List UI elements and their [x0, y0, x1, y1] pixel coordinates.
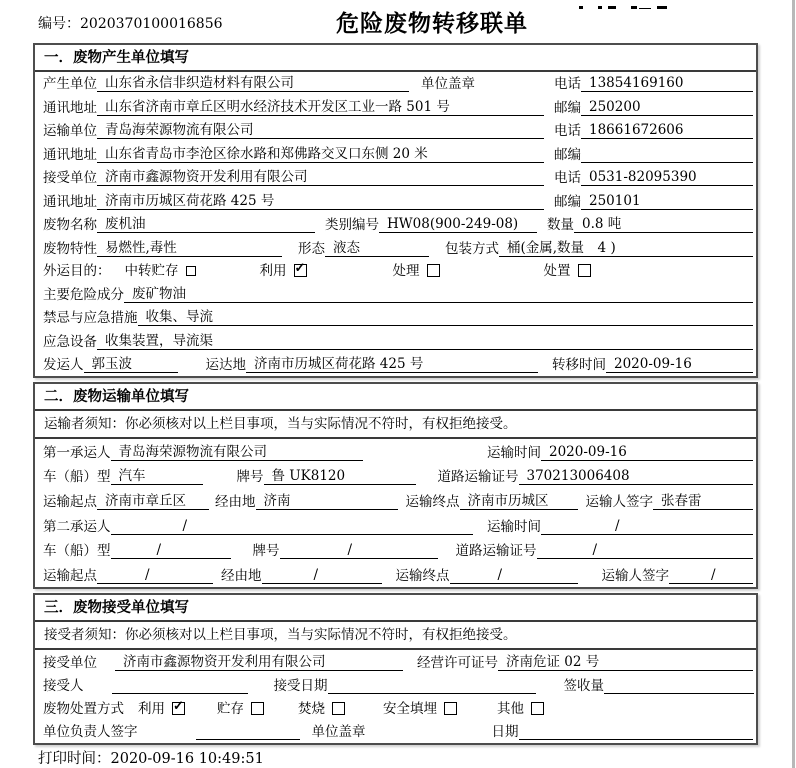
disposal-use-label: 利用 [138, 701, 165, 717]
row-producer-unit [35, 72, 756, 95]
disposal-incineration-label: 焚烧 [298, 701, 325, 717]
second-carrier-label: 第二承运人 [43, 518, 111, 535]
purpose-use-checkbox [294, 264, 307, 277]
unit-seal-label: 单位盖章 [421, 76, 475, 93]
responsible-sign-value [196, 724, 300, 740]
section-transporter-title: 二．废物运输单位填写 [35, 384, 756, 411]
print-time-label: 打印时间： [38, 751, 111, 767]
transfer-time-value: 2020-09-16 [606, 356, 753, 373]
serial-value: 2020370100016856 [80, 16, 223, 32]
destination-value: 济南市历城区荷花路 425 号 [246, 356, 538, 373]
purpose-disposal-checkbox [578, 264, 591, 277]
receiver-phone-label: 电话 [554, 170, 581, 187]
serial-label: 编号： [38, 16, 80, 32]
row-waste-name [35, 213, 756, 236]
waste-name-label: 废物名称 [43, 217, 97, 234]
transfer-time-label: 转移时间 [552, 357, 606, 374]
second-road-permit-label: 道路运输证号 [455, 543, 537, 560]
producer-unit-value: 山东省永信非织造材料有限公司 [97, 75, 409, 92]
waste-property-value: 易燃性,毒性 [97, 240, 282, 257]
row-transfer-purpose [35, 260, 756, 282]
second-transport-time-value: / [541, 518, 753, 535]
emergency-measures-value: 收集、导流 [138, 309, 754, 326]
row-accepting-person [35, 674, 756, 697]
transporter-zip-value [581, 147, 753, 163]
row-emergency-equipment [35, 329, 756, 352]
disposal-other-label: 其他 [497, 701, 524, 717]
row-hazard-component [35, 282, 756, 305]
producer-zip-label: 邮编 [554, 99, 581, 116]
second-carrier-sign-label: 运输人签字 [601, 568, 669, 585]
page-title: 危险废物转移联单 [336, 10, 528, 37]
form-state-label: 形态 [298, 240, 325, 257]
second-plate-value: / [280, 542, 438, 559]
producer-zip-value: 250200 [581, 99, 753, 116]
second-carrier-sign-value: / [669, 567, 753, 584]
seal-date-label: 日期 [491, 724, 519, 740]
waste-property-label: 废物特性 [43, 240, 97, 257]
first-origin-value: 济南市章丘区 [97, 493, 209, 510]
row-second-carrier [35, 513, 756, 538]
first-carrier-value: 青岛海荣源物流有限公司 [111, 444, 363, 461]
disposal-storage-label: 贮存 [217, 701, 244, 717]
section-transporter [33, 382, 758, 589]
row-disposal-method [35, 697, 756, 720]
second-carrier-value: / [111, 518, 474, 535]
row-emergency-measures [35, 306, 756, 329]
receiver-unit-label: 接受单位 [43, 170, 97, 187]
section-producer [33, 43, 758, 378]
disposal-other-checkbox [531, 702, 544, 715]
transporter-address-label: 通讯地址 [43, 146, 97, 163]
signed-quantity-value [604, 678, 754, 694]
hazard-component-value: 废矿物油 [124, 286, 753, 303]
row-transporter-address [35, 142, 756, 165]
signed-quantity-label: 签收量 [563, 678, 604, 694]
purpose-treatment-label: 处理 [392, 263, 420, 280]
second-road-permit-value: / [537, 542, 754, 559]
emergency-equipment-label: 应急设备 [43, 333, 97, 350]
emergency-measures-label: 禁忌与应急措施 [43, 310, 138, 327]
producer-phone-value: 13854169160 [581, 75, 753, 92]
emergency-equipment-value: 收集装置，导流渠 [97, 333, 753, 350]
seal-date-value [519, 724, 754, 740]
section-receiver [33, 593, 758, 745]
print-time-value: 2020-09-16 10:49:51 [110, 751, 264, 767]
row-accepting-unit [35, 650, 756, 674]
producer-address-label: 通讯地址 [43, 99, 97, 116]
consignor-value: 郭玉波 [84, 356, 178, 373]
producer-phone-label: 电话 [554, 76, 581, 93]
packing-value: 桶(金属,数量 4 ) [499, 240, 753, 257]
second-via-label: 经由地 [221, 568, 262, 585]
print-time [38, 747, 264, 768]
transporter-phone-value: 18661672606 [581, 122, 753, 139]
first-vehicle-type-value: 汽车 [111, 468, 203, 485]
second-via-value: / [262, 567, 382, 584]
first-transport-time-label: 运输时间 [487, 444, 541, 461]
first-via-value: 济南 [256, 493, 398, 510]
accepting-person-label: 接受人 [43, 678, 84, 694]
first-carrier-sign-value: 张春雷 [653, 493, 753, 510]
serial-number [38, 13, 223, 33]
disposal-storage-checkbox [251, 702, 264, 715]
second-vehicle-type-value: / [111, 542, 231, 559]
qr-code-fragment-icon [578, 0, 670, 9]
receiver-zip-value: 250101 [581, 193, 753, 210]
license-number-value: 济南危证 02 号 [498, 654, 753, 671]
first-vehicle-type-label: 车（船）型 [43, 469, 111, 486]
receiver-unit-seal-label: 单位盖章 [311, 724, 366, 740]
quantity-label: 数量 [547, 217, 574, 234]
hazard-component-label: 主要危险成分 [43, 286, 124, 303]
first-origin-label: 运输起点 [43, 494, 97, 511]
second-terminus-value: / [450, 567, 578, 584]
row-second-vehicle [35, 538, 756, 563]
section-producer-title: 一．废物产生单位填写 [35, 45, 756, 72]
first-terminus-value: 济南市历城区 [460, 493, 578, 510]
row-transporter-unit [35, 119, 756, 142]
purpose-treatment-checkbox [427, 264, 440, 277]
waste-name-value: 废机油 [97, 216, 315, 233]
row-consignor [35, 353, 756, 376]
purpose-disposal-label: 处置 [543, 263, 571, 280]
section-receiver-title: 三．废物接受单位填写 [35, 595, 756, 622]
transporter-unit-label: 运输单位 [43, 123, 97, 140]
transporter-address-value: 山东省青岛市李沧区徐水路和郑佛路交叉口东侧 20 米 [97, 146, 544, 163]
second-plate-label: 牌号 [252, 543, 280, 560]
accept-date-label: 接受日期 [273, 678, 328, 694]
accepting-unit-value: 济南市鑫源物资开发利用有限公司 [115, 654, 403, 671]
row-first-route [35, 488, 756, 513]
receiver-zip-label: 邮编 [554, 193, 581, 210]
row-second-route [35, 562, 756, 587]
second-origin-value: / [97, 567, 213, 584]
row-first-carrier [35, 439, 756, 464]
first-road-permit-value: 370213006408 [519, 468, 754, 485]
receiver-address-value: 济南市历城区荷花路 425 号 [97, 193, 544, 210]
first-road-permit-label: 道路运输证号 [437, 469, 519, 486]
first-plate-label: 牌号 [236, 469, 264, 486]
disposal-incineration-checkbox [332, 702, 345, 715]
transfer-purpose-label: 外运目的： [43, 263, 111, 280]
purpose-transit-storage-label: 中转贮存 [124, 263, 179, 280]
purpose-transit-storage-checkbox [186, 266, 196, 276]
receiver-notice: 接受者须知：你必须核对以上栏目事项，当与实际情况不符时，有权拒绝接受。 [35, 622, 756, 650]
row-waste-property [35, 236, 756, 259]
destination-label: 运达地 [205, 357, 246, 374]
first-carrier-sign-label: 运输人签字 [585, 494, 653, 511]
row-responsible-signature [35, 720, 756, 743]
first-transport-time-value: 2020-09-16 [541, 444, 753, 461]
producer-unit-label: 产生单位 [43, 76, 97, 93]
accepting-person-value [112, 678, 248, 694]
disposal-use-checkbox [172, 702, 185, 715]
purpose-use-label: 利用 [259, 263, 287, 280]
second-origin-label: 运输起点 [43, 568, 97, 585]
disposal-landfill-label: 安全填埋 [383, 701, 437, 717]
row-receiver-address [35, 189, 756, 212]
packing-label: 包装方式 [445, 240, 499, 257]
receiver-address-label: 通讯地址 [43, 193, 97, 210]
form-state-value: 液态 [325, 240, 429, 257]
second-transport-time-label: 运输时间 [487, 518, 541, 535]
page-right-edge [792, 0, 795, 768]
second-vehicle-type-label: 车（船）型 [43, 543, 111, 560]
row-receiver-unit [35, 166, 756, 189]
responsible-sign-label: 单位负责人签字 [43, 724, 138, 740]
accept-date-value [328, 678, 536, 694]
transporter-notice: 运输者须知：你必须核对以上栏目事项，当与实际情况不符时，有权拒绝接受。 [35, 411, 756, 439]
first-via-label: 经由地 [215, 494, 256, 511]
consignor-label: 发运人 [43, 357, 84, 374]
producer-address-value: 山东省济南市章丘区明水经济技术开发区工业一路 501 号 [97, 99, 544, 116]
first-terminus-label: 运输终点 [405, 494, 460, 511]
second-terminus-label: 运输终点 [395, 568, 450, 585]
quantity-value: 0.8 吨 [574, 216, 753, 233]
disposal-method-label: 废物处置方式 [43, 701, 124, 717]
transporter-phone-label: 电话 [554, 123, 581, 140]
first-plate-value: 鲁 UK8120 [264, 468, 416, 485]
row-producer-address [35, 95, 756, 118]
receiver-unit-value: 济南市鑫源物资开发利用有限公司 [97, 169, 544, 186]
transporter-unit-value: 青岛海荣源物流有限公司 [97, 122, 544, 139]
receiver-phone-value: 0531-82095390 [581, 169, 753, 186]
license-number-label: 经营许可证号 [417, 655, 498, 671]
transporter-zip-label: 邮编 [554, 146, 581, 163]
first-carrier-label: 第一承运人 [43, 444, 111, 461]
disposal-landfill-checkbox [444, 702, 457, 715]
row-first-vehicle [35, 464, 756, 489]
accepting-unit-label: 接受单位 [43, 655, 97, 671]
category-code-label: 类别编号 [325, 217, 379, 234]
category-code-value: HW08(900-249-08) [379, 216, 537, 233]
